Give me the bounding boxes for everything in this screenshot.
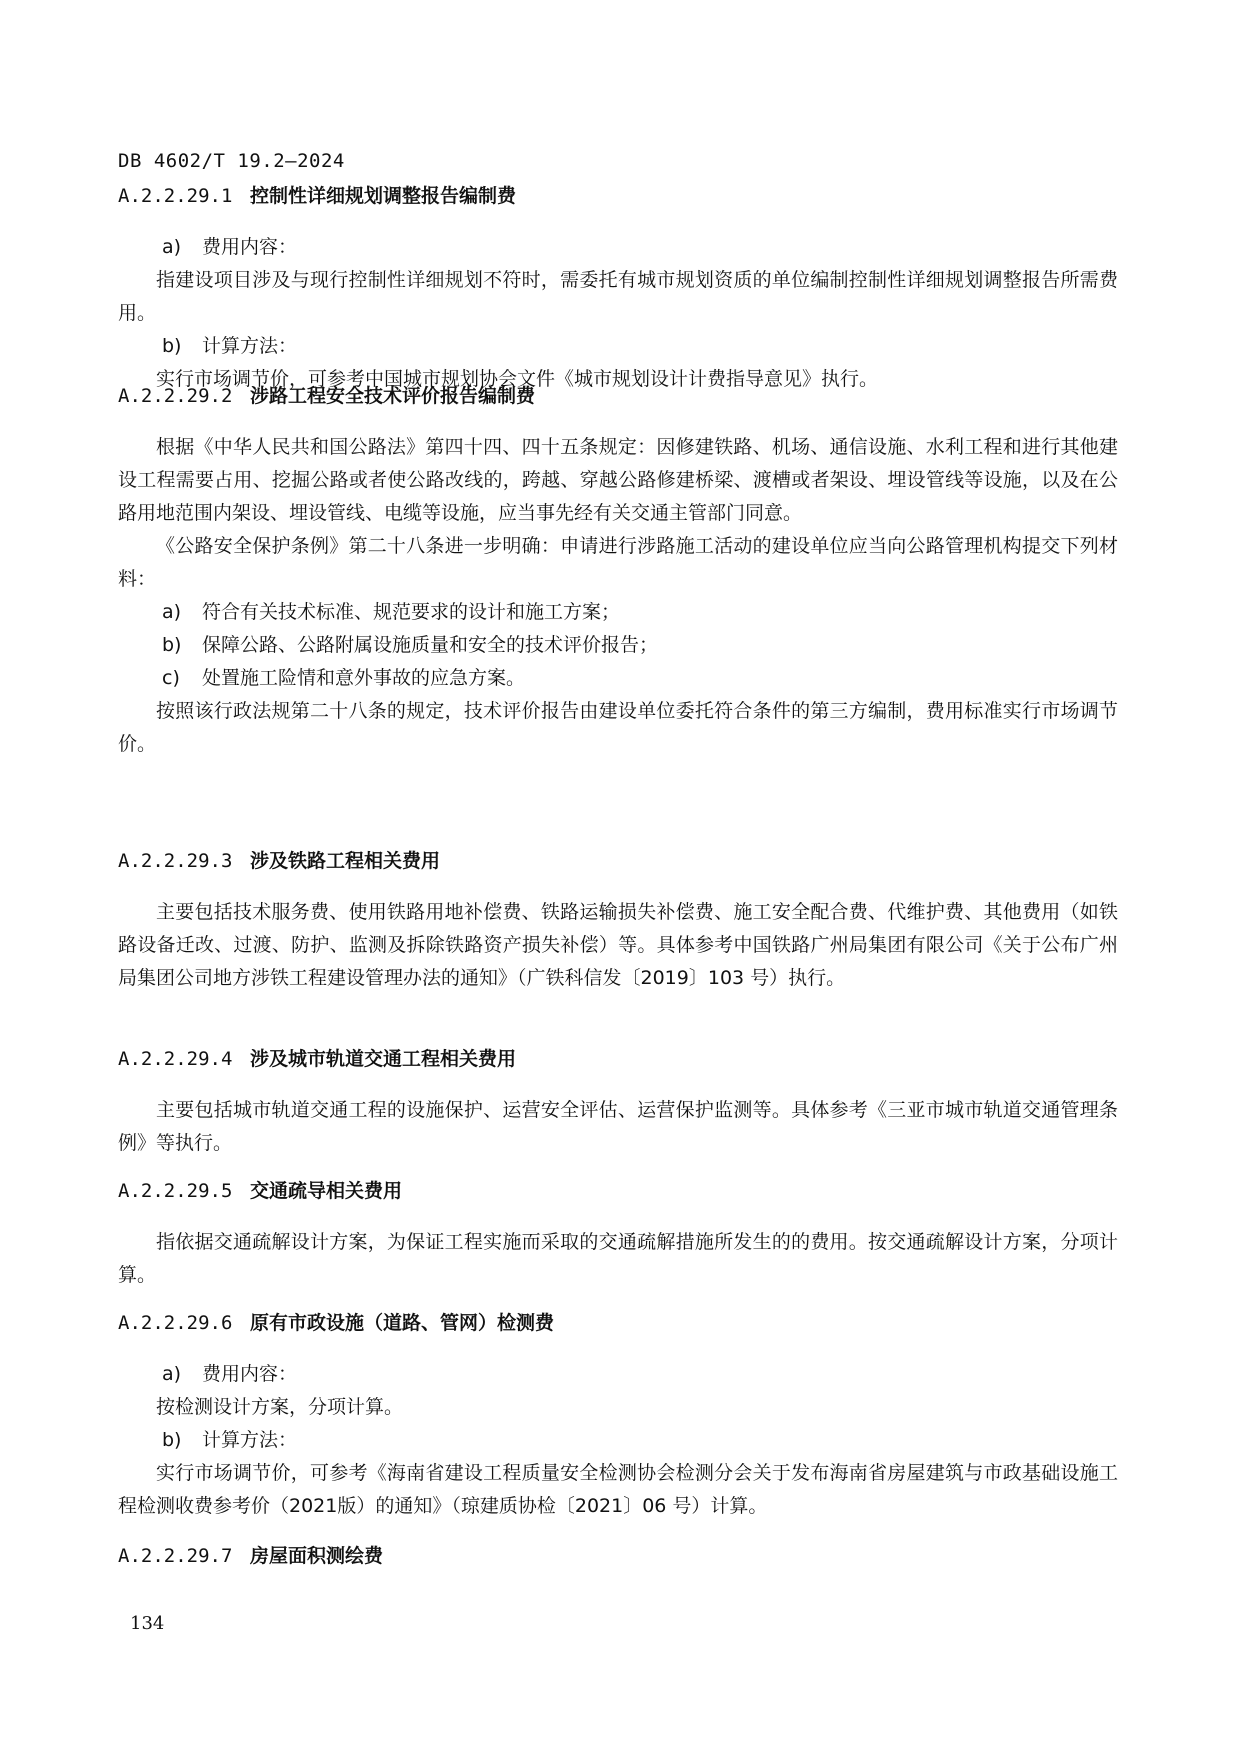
- list-marker: c): [162, 667, 180, 689]
- list-marker: b): [162, 335, 182, 357]
- section-heading: [118, 1307, 1118, 1340]
- list-item: [118, 1358, 1118, 1391]
- section-heading: [118, 1175, 1118, 1208]
- list-text: 费用内容：: [202, 1363, 298, 1385]
- section-title: 涉路工程安全技术评价报告编制费: [250, 385, 536, 407]
- section-number: A.2.2.29.3: [118, 850, 233, 872]
- paragraph: 按照该行政法规第二十八条的规定，技术评价报告由建设单位委托符合条件的第三方编制，费用标准实行市场调节价。: [118, 700, 1118, 755]
- list-text: 处置施工险情和意外事故的应急方案。: [202, 667, 526, 689]
- list-item: [118, 629, 1118, 662]
- section-29-1: [118, 180, 1118, 396]
- section-heading: [118, 1043, 1118, 1076]
- section-29-3: [118, 845, 1118, 995]
- section-number: A.2.2.29.1: [118, 185, 233, 207]
- section-heading: [118, 380, 1118, 413]
- list-item: [118, 596, 1118, 629]
- list-item: [118, 1424, 1118, 1457]
- section-title: 原有市政设施（道路、管网）检测费: [250, 1312, 555, 1334]
- list-item: [118, 231, 1118, 264]
- list-marker: b): [162, 1429, 182, 1451]
- section-29-7: [118, 1540, 1118, 1573]
- list-text: 符合有关技术标准、规范要求的设计和施工方案；: [202, 601, 621, 623]
- paragraph: 指建设项目涉及与现行控制性详细规划不符时，需委托有城市规划资质的单位编制控制性详细规划调整报告所需费用。: [118, 269, 1118, 324]
- section-heading: [118, 1540, 1118, 1573]
- list-marker: a): [162, 1363, 182, 1385]
- paragraph: 根据《中华人民共和国公路法》第四十四、四十五条规定：因修建铁路、机场、通信设施、水利工程和进行其他建设工程需要占用、挖掘公路或者使公路改线的，跨越、穿越公路修建桥梁、渡槽或者架设、埋设管线等设施，以及在公路用地范围内架设、埋设管线、电缆等设施，应当事先经有关交通主管部门同意。: [118, 436, 1118, 524]
- section-title: 交通疏导相关费用: [250, 1180, 403, 1202]
- section-heading: [118, 845, 1118, 878]
- list-text: 计算方法：: [202, 1429, 298, 1451]
- list-item: [118, 330, 1118, 363]
- paragraph: 按检测设计方案，分项计算。: [156, 1396, 404, 1418]
- paragraph: 主要包括城市轨道交通工程的设施保护、运营安全评估、运营保护监测等。具体参考《三亚市城市轨道交通管理条例》等执行。: [118, 1099, 1118, 1154]
- paragraph: 《公路安全保护条例》第二十八条进一步明确：申请进行涉路施工活动的建设单位应当向公路管理机构提交下列材料：: [118, 535, 1118, 590]
- section-number: A.2.2.29.5: [118, 1180, 233, 1202]
- section-number: A.2.2.29.6: [118, 1312, 233, 1334]
- section-29-2: [118, 380, 1118, 761]
- document-id: DB 4602/T 19.2—2024: [118, 150, 345, 172]
- section-number: A.2.2.29.7: [118, 1545, 233, 1567]
- page-number: 134: [130, 1613, 165, 1634]
- section-title: 控制性详细规划调整报告编制费: [250, 185, 517, 207]
- section-29-6: [118, 1307, 1118, 1523]
- list-marker: b): [162, 634, 182, 656]
- paragraph: 实行市场调节价，可参考中国城市规划协会文件《城市规划设计计费指导意见》执行。: [156, 368, 879, 390]
- section-title: 房屋面积测绘费: [250, 1545, 384, 1567]
- section-number: A.2.2.29.2: [118, 385, 233, 407]
- list-item: [118, 662, 1118, 695]
- section-29-5: [118, 1175, 1118, 1292]
- section-number: A.2.2.29.4: [118, 1048, 233, 1070]
- section-29-4: [118, 1043, 1118, 1160]
- section-title: 涉及城市轨道交通工程相关费用: [250, 1048, 517, 1070]
- section-heading: [118, 180, 1118, 213]
- list-text: 保障公路、公路附属设施质量和安全的技术评价报告；: [202, 634, 659, 656]
- list-marker: a): [162, 601, 182, 623]
- list-text: 计算方法：: [202, 335, 298, 357]
- section-title: 涉及铁路工程相关费用: [250, 850, 441, 872]
- paragraph: 实行市场调节价，可参考《海南省建设工程质量安全检测协会检测分会关于发布海南省房屋建筑与市政基础设施工程检测收费参考价（2021版）的通知》（琼建质协检〔2021〕06 号）计算。: [118, 1462, 1118, 1517]
- list-marker: a): [162, 236, 182, 258]
- paragraph: 指依据交通疏解设计方案，为保证工程实施而采取的交通疏解措施所发生的的费用。按交通疏解设计方案，分项计算。: [118, 1231, 1118, 1286]
- paragraph: 主要包括技术服务费、使用铁路用地补偿费、铁路运输损失补偿费、施工安全配合费、代维护费、其他费用（如铁路设备迁改、过渡、防护、监测及拆除铁路资产损失补偿）等。具体参考中国铁路广州局集团有限公司《关于公布广州局集团公司地方涉铁工程建设管理办法的通知》（广铁科信发〔2019〕103 号）执行。: [118, 901, 1118, 989]
- list-text: 费用内容：: [202, 236, 298, 258]
